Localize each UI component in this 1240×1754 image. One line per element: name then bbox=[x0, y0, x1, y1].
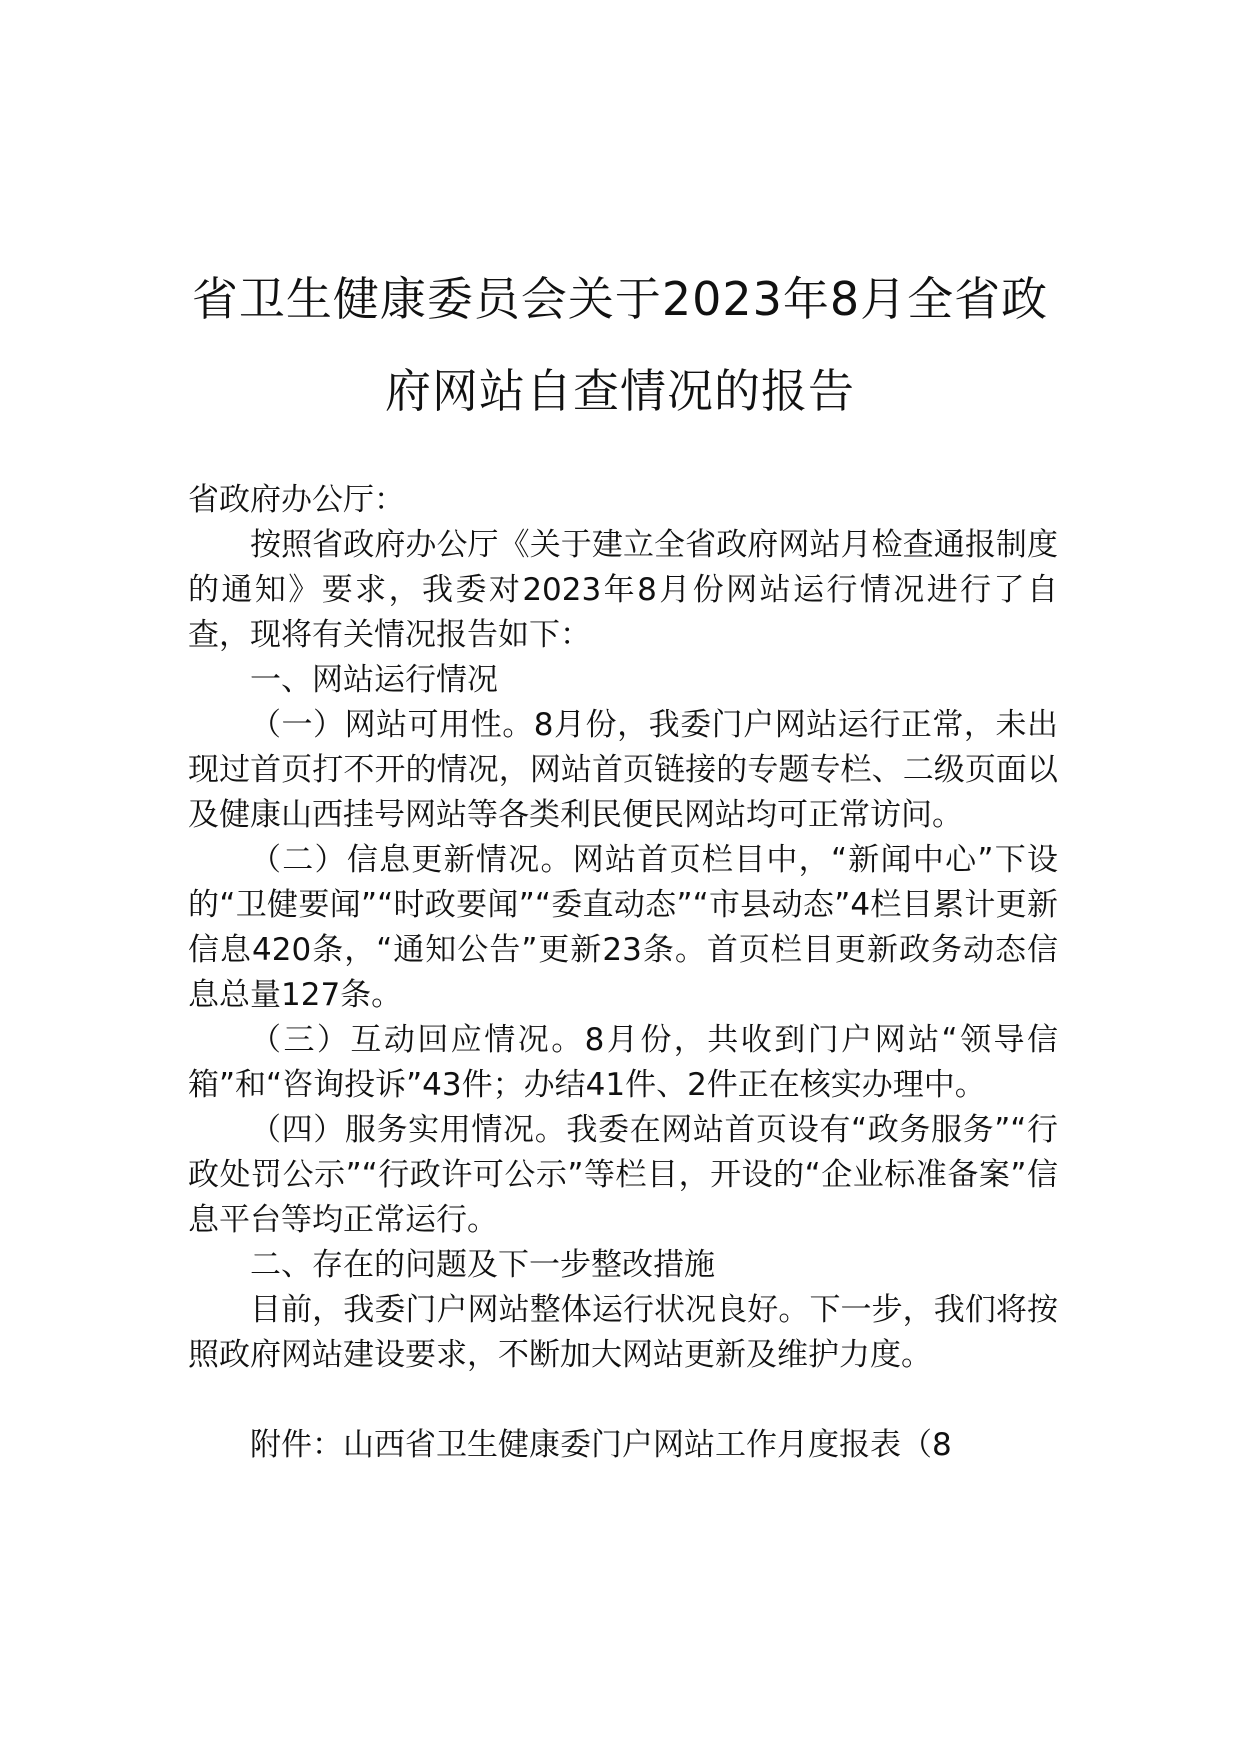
paragraph-intro: 按照省政府办公厅《关于建立全省政府网站月检查通报制度的通知》要求，我委对2023年8月份网站运行情况进行了自查，现将有关情况报告如下： bbox=[188, 527, 1058, 653]
attachment-line: 附件：山西省卫生健康委门户网站工作月度报表（8 bbox=[250, 1427, 952, 1463]
paragraph-service: （四）服务实用情况。我委在网站首页设有“政务服务”“行政处罚公示”“行政许可公示”等栏目，开设的“企业标准备案”信息平台等均正常运行。 bbox=[188, 1112, 1058, 1238]
document-body bbox=[188, 478, 1058, 1468]
paragraph-interaction: （三）互动回应情况。8月份，共收到门户网站“领导信箱”和“咨询投诉”43件；办结41件、2件正在核实办理中。 bbox=[188, 1022, 1058, 1103]
document-title-line-1: 省卫生健康委员会关于2023年8月全省政 bbox=[191, 272, 1049, 326]
paragraph-conclusion: 目前，我委门户网站整体运行状况良好。下一步，我们将按照政府网站建设要求，不断加大网站更新及维护力度。 bbox=[188, 1292, 1058, 1373]
section-heading-1: 一、网站运行情况 bbox=[250, 662, 498, 698]
paragraph-info-update: （二）信息更新情况。网站首页栏目中，“新闻中心”下设的“卫健要闻”“时政要闻”“委直动态”“市县动态”4栏目累计更新信息420条，“通知公告”更新23条。首页栏目更新政务动态信息总量127条。 bbox=[188, 842, 1058, 1013]
document-title-line-2: 府网站自查情况的报告 bbox=[385, 364, 855, 418]
salutation: 省政府办公厅： bbox=[188, 482, 405, 518]
paragraph-availability: （一）网站可用性。8月份，我委门户网站运行正常，未出现过首页打不开的情况，网站首页链接的专题专栏、二级页面以及健康山西挂号网站等各类利民便民网站均可正常访问。 bbox=[188, 707, 1058, 833]
section-heading-2: 二、存在的问题及下一步整改措施 bbox=[250, 1247, 715, 1283]
